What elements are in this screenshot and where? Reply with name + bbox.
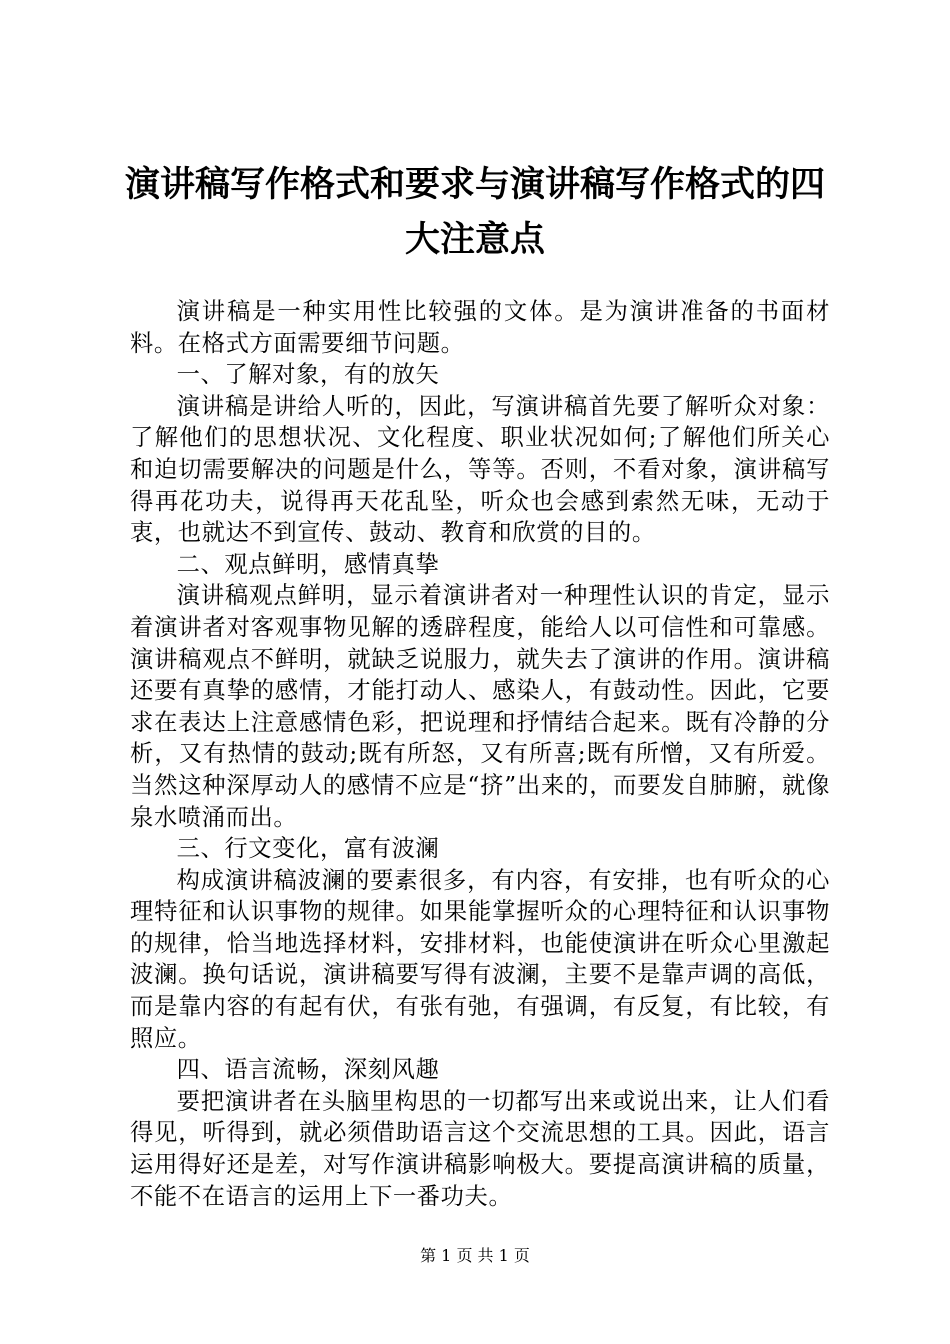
section-paragraph-3: 构成演讲稿波澜的要素很多，有内容，有安排，也有听众的心理特征和认识事物的规律。如果能掌握听众的心理特征和认识事物的规律，恰当地选择材料，安排材料，也能使演讲在听众心里激起波澜。换句话说，演讲稿要写得有波澜，主要不是靠声调的高低，而是靠内容的有起有伏，有张有弛，有强调，有反复，有比较，有照应。 bbox=[130, 866, 830, 1052]
page-footer: 第 1 页 共 1 页 bbox=[420, 1246, 530, 1265]
section-paragraph-1: 演讲稿是讲给人听的，因此，写演讲稿首先要了解听众对象：了解他们的思想状况、文化程度、职业状况如何;了解他们所关心和迫切需要解决的问题是什么，等等。否则，不看对象，演讲稿写得再花功夫，说得再天花乱坠，听众也会感到索然无味，无动于衷，也就达不到宣传、鼓动、教育和欣赏的目的。 bbox=[130, 392, 830, 547]
document-title: 演讲稿写作格式和要求与演讲稿写作格式的四大注意点 bbox=[124, 165, 825, 260]
section-heading-3: 三、行文变化，富有波澜 bbox=[176, 835, 440, 863]
section-paragraph-2: 演讲稿观点鲜明，显示着演讲者对一种理性认识的肯定，显示着演讲者对客观事物见解的透辟程度，能给人以可信性和可靠感。演讲稿观点不鲜明，就缺乏说服力，就失去了演讲的作用。演讲稿还要有真挚的感情，才能打动人、感染人，有鼓动性。因此，它要求在表达上注意感情色彩，把说理和抒情结合起来。既有冷静的分析，又有热情的鼓动;既有所怒，又有所喜;既有所憎，又有所爱。当然这种深厚动人的感情不应是“挤”出来的，而要发自肺腑，就像泉水喷涌而出。 bbox=[130, 582, 830, 831]
section-paragraph-4: 要把演讲者在头脑里构思的一切都写出来或说出来，让人们看得见，听得到，就必须借助语言这个交流思想的工具。因此，语言运用得好还是差，对写作演讲稿影响极大。要提高演讲稿的质量，不能不在语言的运用上下一番功夫。 bbox=[130, 1087, 830, 1210]
intro-paragraph: 演讲稿是一种实用性比较强的文体。是为演讲准备的书面材料。在格式方面需要细节问题。 bbox=[130, 298, 830, 357]
section-heading-4: 四、语言流畅，深刻风趣 bbox=[176, 1056, 440, 1084]
section-heading-2: 二、观点鲜明，感情真挚 bbox=[176, 550, 440, 578]
document-body bbox=[130, 296, 830, 1212]
section-heading-1: 一、了解对象，有的放矢 bbox=[176, 361, 440, 389]
